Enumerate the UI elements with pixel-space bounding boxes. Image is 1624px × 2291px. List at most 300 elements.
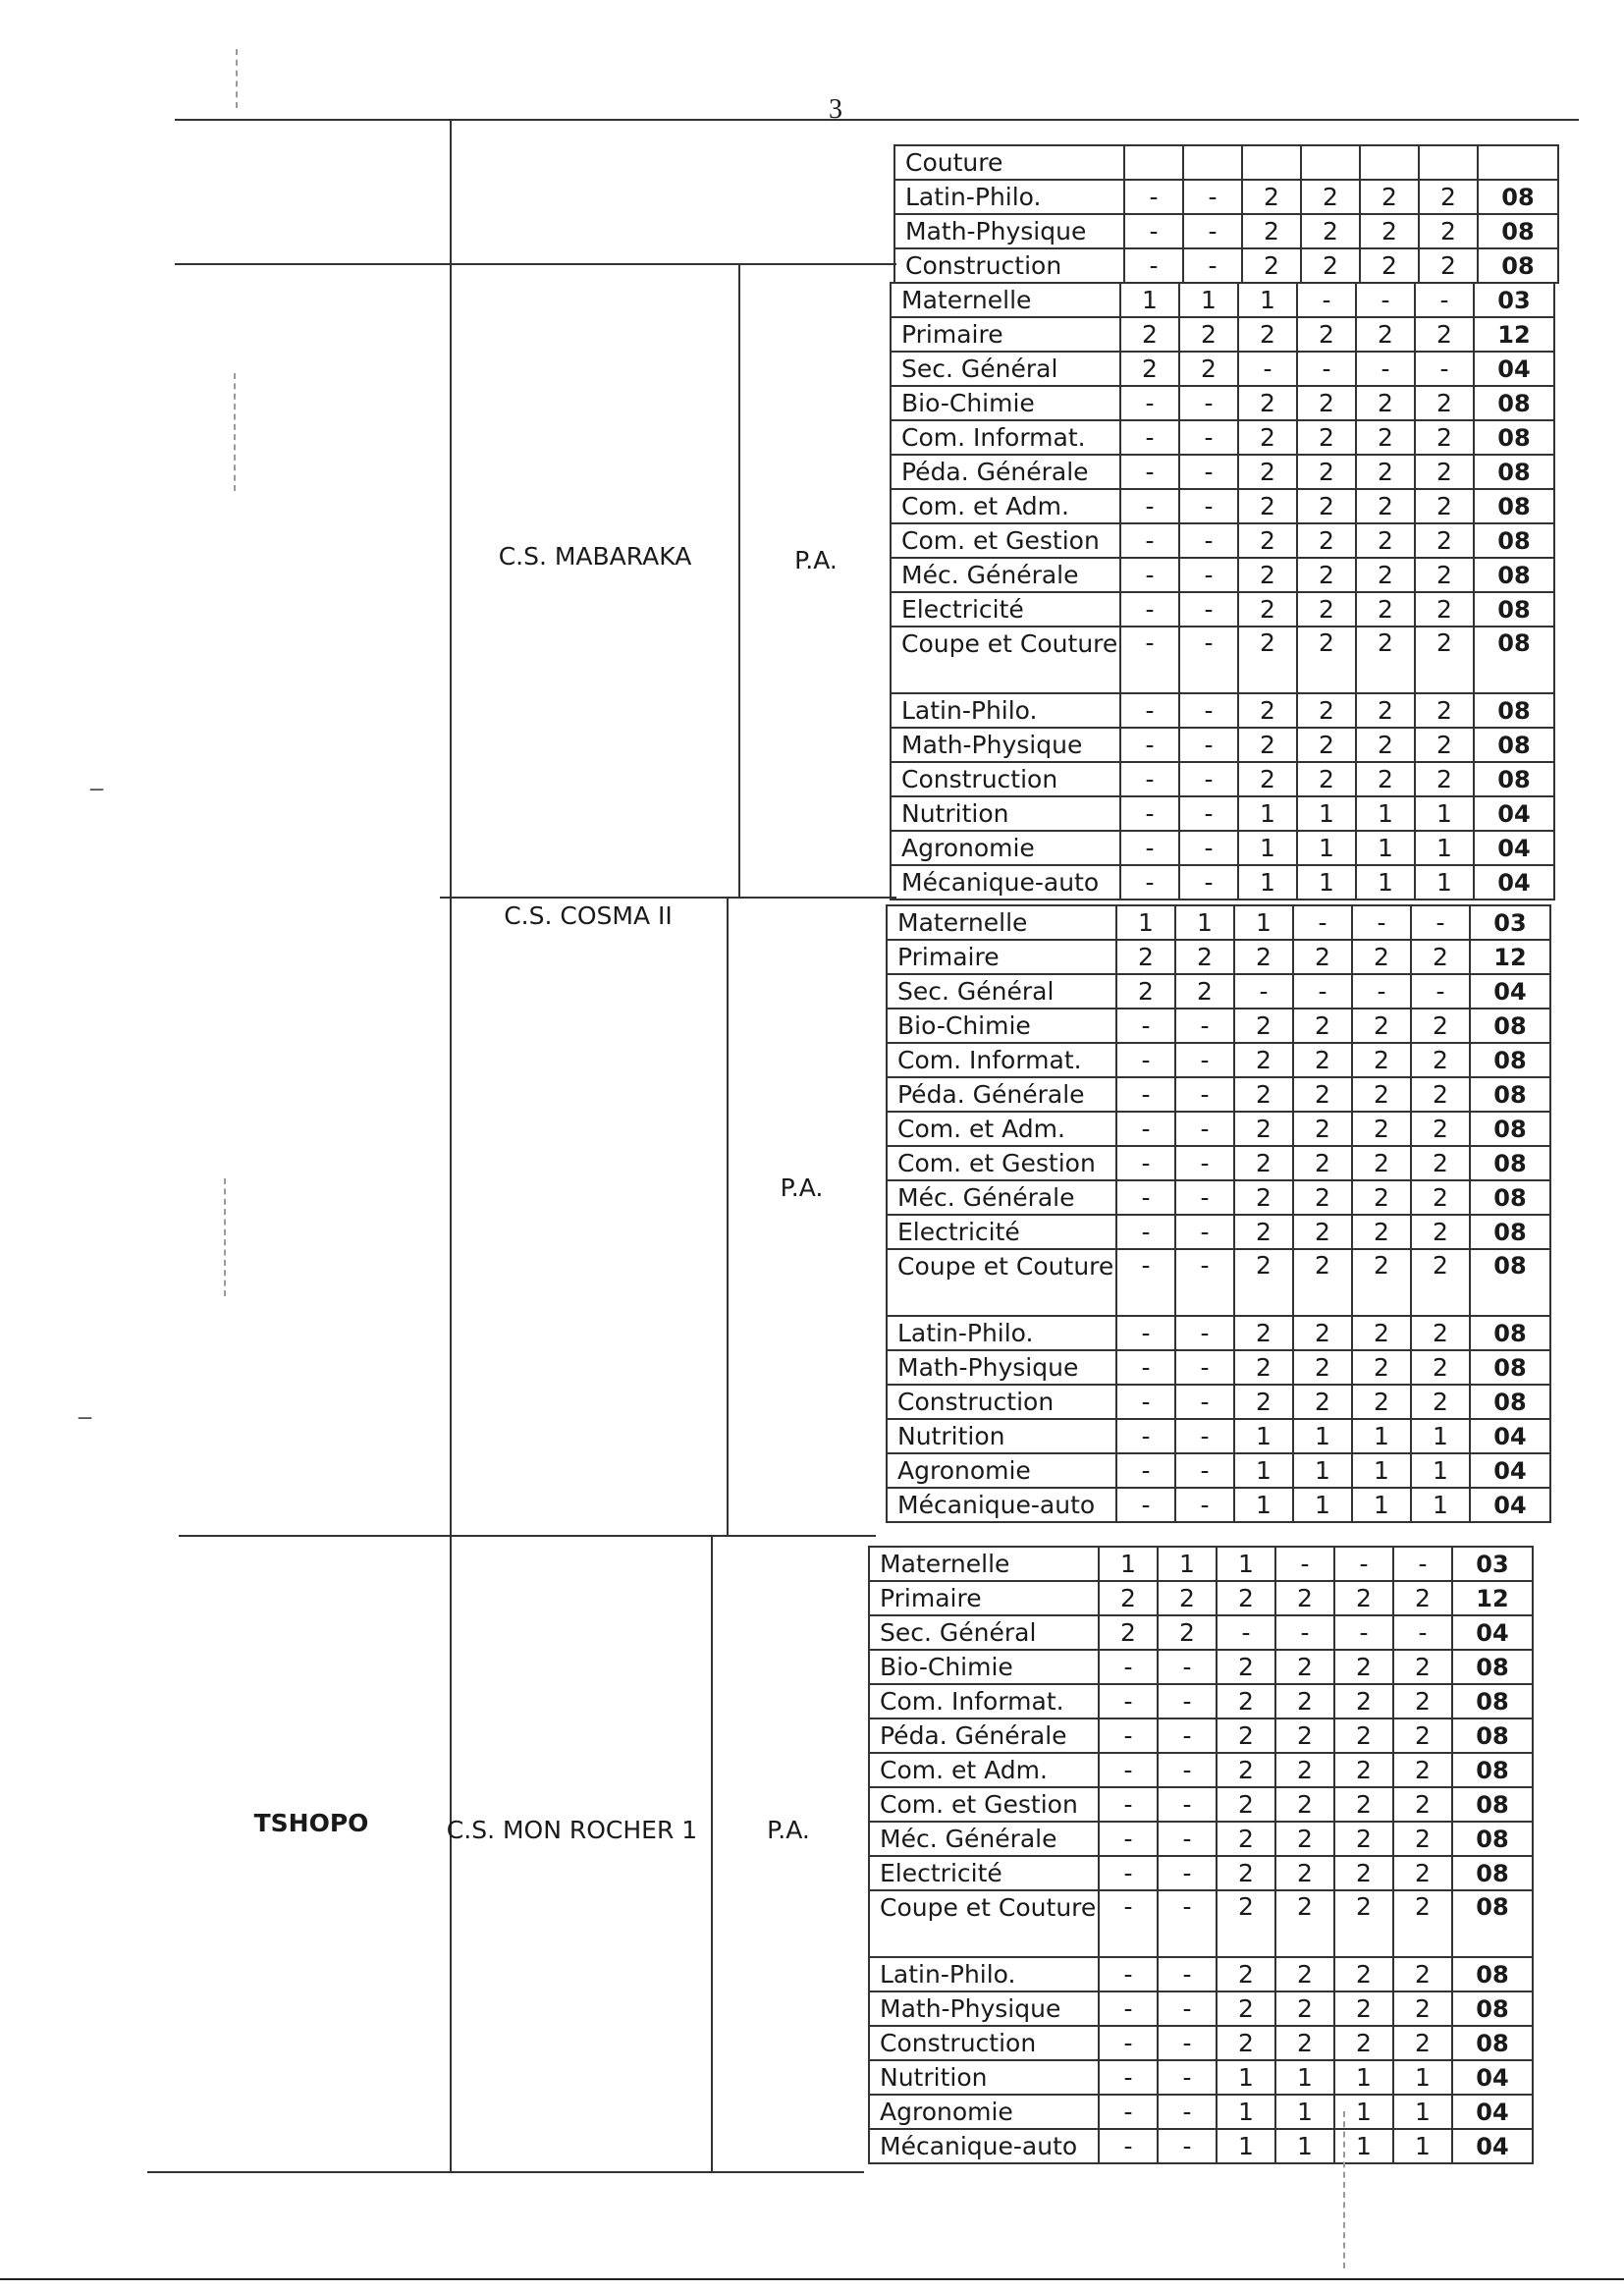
class-count-cell: - (1120, 523, 1179, 558)
class-count-cell: - (1297, 352, 1356, 386)
option-name: Nutrition (887, 1419, 1116, 1453)
class-count-cell: - (1120, 762, 1179, 796)
class-count-cell: 2 (1297, 489, 1356, 523)
class-count-cell: 2 (1120, 317, 1179, 352)
class-count-cell: 2 (1415, 523, 1474, 558)
class-count-cell: 2 (1234, 1043, 1293, 1077)
class-count-cell: 2 (1352, 940, 1411, 974)
option-name: Electricité (891, 592, 1120, 627)
total-cell: 08 (1452, 1822, 1533, 1856)
class-count-cell: 2 (1217, 1991, 1275, 2026)
class-count-cell: 2 (1356, 558, 1415, 592)
class-count-cell: - (1175, 1316, 1234, 1350)
class-count-cell: - (1175, 1249, 1234, 1316)
class-count-cell: 2 (1158, 1615, 1217, 1650)
school-name-rocher: C.S. MON ROCHER 1 (446, 1816, 698, 1844)
class-count-cell: 2 (1238, 386, 1297, 420)
class-count-cell: 1 (1217, 2060, 1275, 2095)
class-count-cell: 1 (1234, 1419, 1293, 1453)
class-count-cell: 2 (1301, 214, 1360, 248)
class-count-cell: 2 (1415, 455, 1474, 489)
class-count-cell: 2 (1275, 2026, 1334, 2060)
class-count-cell: 2 (1297, 386, 1356, 420)
class-count-cell: - (1120, 693, 1179, 728)
class-count-cell: 1 (1415, 865, 1474, 900)
option-name: Construction (891, 762, 1120, 796)
total-cell: 08 (1452, 1684, 1533, 1718)
class-count-cell: 2 (1217, 1684, 1275, 1718)
school-name-mabaraka: C.S. MABARAKA (498, 542, 692, 571)
class-count-cell: 1 (1352, 1419, 1411, 1453)
class-count-cell: - (1352, 974, 1411, 1009)
total-cell: 08 (1470, 1077, 1550, 1112)
class-count-cell: - (1293, 905, 1352, 940)
class-count-cell: 2 (1334, 1822, 1393, 1856)
class-count-cell: - (1393, 1547, 1452, 1581)
class-count-cell: - (1116, 1316, 1175, 1350)
class-count-cell: - (1099, 2026, 1158, 2060)
class-count-cell: 1 (1334, 2060, 1393, 2095)
class-count-cell: - (1275, 1615, 1334, 1650)
class-count-cell: 2 (1352, 1350, 1411, 1385)
class-count-cell: 2 (1238, 592, 1297, 627)
table-row (887, 1180, 1550, 1215)
option-name: Agronomie (887, 1453, 1116, 1488)
table-row (891, 489, 1554, 523)
class-count-cell: 1 (1234, 1453, 1293, 1488)
class-count-cell: 2 (1415, 592, 1474, 627)
class-count-cell: 1 (1334, 2095, 1393, 2129)
class-count-cell: 2 (1175, 974, 1234, 1009)
table-row (869, 2026, 1533, 2060)
class-count-cell: 1 (1356, 865, 1415, 900)
total-cell: 04 (1470, 974, 1550, 1009)
class-count-cell: 2 (1334, 1753, 1393, 1787)
class-count-cell: 2 (1301, 248, 1360, 283)
class-count-cell: - (1116, 1249, 1175, 1316)
class-count-cell: 2 (1234, 1249, 1293, 1316)
column-divider-2b (727, 897, 729, 1535)
column-divider-2c (711, 1535, 713, 2171)
class-count-cell: 2 (1411, 1180, 1470, 1215)
table-row (887, 1249, 1550, 1316)
class-count-cell: 2 (1238, 693, 1297, 728)
class-count-cell: 2 (1217, 1787, 1275, 1822)
total-cell: 08 (1452, 1718, 1533, 1753)
class-count-cell: 1 (1234, 1488, 1293, 1522)
class-count-cell: - (1356, 352, 1415, 386)
class-count-cell: 2 (1360, 214, 1419, 248)
class-count-cell: 2 (1419, 248, 1478, 283)
class-count-cell: 2 (1297, 558, 1356, 592)
total-cell: 08 (1474, 558, 1554, 592)
table-row (869, 1991, 1533, 2026)
class-count-cell: - (1099, 1856, 1158, 1890)
class-count-cell: 2 (1415, 762, 1474, 796)
option-name: Nutrition (891, 796, 1120, 831)
class-count-cell: 2 (1234, 1316, 1293, 1350)
class-count-cell: - (1116, 1419, 1175, 1453)
class-count-cell: 2 (1415, 693, 1474, 728)
class-count-cell: 2 (1393, 1581, 1452, 1615)
class-count-cell: 2 (1393, 1718, 1452, 1753)
class-count-cell: 1 (1217, 2095, 1275, 2129)
class-count-cell: 2 (1116, 974, 1175, 1009)
class-count-cell: - (1415, 283, 1474, 317)
option-name: Primaire (869, 1581, 1099, 1615)
total-cell: 08 (1452, 1787, 1533, 1822)
table-row (891, 728, 1554, 762)
class-count-cell: - (1120, 796, 1179, 831)
option-name: Coupe et Couture (869, 1890, 1099, 1957)
class-count-cell: - (1099, 1890, 1158, 1957)
total-cell: 12 (1452, 1581, 1533, 1615)
table-row (891, 796, 1554, 831)
total-cell: 08 (1470, 1249, 1550, 1316)
class-count-cell: 2 (1334, 1991, 1393, 2026)
class-count-cell: 2 (1099, 1581, 1158, 1615)
class-count-cell: 2 (1275, 1753, 1334, 1787)
class-count-cell: 2 (1175, 940, 1234, 974)
table-row (894, 248, 1558, 283)
table-row (887, 1419, 1550, 1453)
options-table-top (893, 144, 1559, 284)
total-cell: 08 (1452, 1991, 1533, 2026)
class-count-cell: 2 (1356, 728, 1415, 762)
class-count-cell: 2 (1297, 523, 1356, 558)
class-count-cell: 2 (1297, 317, 1356, 352)
option-name: Péda. Générale (887, 1077, 1116, 1112)
class-count-cell: 2 (1217, 1581, 1275, 1615)
class-count-cell: - (1179, 592, 1238, 627)
option-name: Méc. Générale (869, 1822, 1099, 1856)
table-row (894, 180, 1558, 214)
class-count-cell: 1 (1275, 2129, 1334, 2163)
class-count-cell: 1 (1393, 2129, 1452, 2163)
class-count-cell: 2 (1275, 1890, 1334, 1957)
class-count-cell: 2 (1158, 1581, 1217, 1615)
class-count-cell: 2 (1352, 1316, 1411, 1350)
class-count-cell: - (1356, 283, 1415, 317)
class-count-cell: - (1116, 1453, 1175, 1488)
option-name: Math-Physique (891, 728, 1120, 762)
total-cell: 08 (1452, 1957, 1533, 1991)
class-count-cell: 2 (1297, 627, 1356, 693)
option-name: Nutrition (869, 2060, 1099, 2095)
class-count-cell: 2 (1360, 180, 1419, 214)
class-count-cell: - (1179, 865, 1238, 900)
option-name: Math-Physique (887, 1350, 1116, 1385)
binding-mark: ‾ (90, 786, 103, 815)
class-count-cell: - (1183, 248, 1242, 283)
table-row (891, 831, 1554, 865)
total-cell: 08 (1478, 214, 1558, 248)
class-count-cell: 1 (1411, 1419, 1470, 1453)
option-name: Primaire (887, 940, 1116, 974)
class-count-cell: - (1158, 2095, 1217, 2129)
class-count-cell: 2 (1352, 1043, 1411, 1077)
class-count-cell: 2 (1352, 1180, 1411, 1215)
class-count-cell: - (1124, 248, 1183, 283)
option-name: Construction (887, 1385, 1116, 1419)
class-count-cell: 2 (1393, 1957, 1452, 1991)
total-cell: 04 (1470, 1419, 1550, 1453)
total-cell: 08 (1470, 1350, 1550, 1385)
class-count-cell: - (1411, 905, 1470, 940)
class-count-cell: - (1099, 1753, 1158, 1787)
total-cell: 08 (1474, 489, 1554, 523)
total-cell: 03 (1470, 905, 1550, 940)
total-cell (1478, 145, 1558, 180)
option-name: Sec. Général (887, 974, 1116, 1009)
option-name: Com. et Adm. (869, 1753, 1099, 1787)
option-name: Primaire (891, 317, 1120, 352)
total-cell: 04 (1452, 2095, 1533, 2129)
class-count-cell: 1 (1415, 831, 1474, 865)
class-count-cell: 1 (1238, 831, 1297, 865)
total-cell: 08 (1470, 1146, 1550, 1180)
class-count-cell: 2 (1238, 317, 1297, 352)
class-count-cell: 2 (1411, 1316, 1470, 1350)
class-count-cell: 2 (1334, 1718, 1393, 1753)
table-row (869, 1822, 1533, 1856)
class-count-cell: 2 (1352, 1077, 1411, 1112)
table-row (891, 693, 1554, 728)
option-name: Péda. Générale (891, 455, 1120, 489)
class-count-cell: 2 (1293, 1316, 1352, 1350)
class-count-cell: - (1334, 1547, 1393, 1581)
class-count-cell: 2 (1393, 1890, 1452, 1957)
class-count-cell: - (1175, 1385, 1234, 1419)
option-name: Math-Physique (869, 1991, 1099, 2026)
class-count-cell: 2 (1411, 1385, 1470, 1419)
class-count-cell: - (1179, 523, 1238, 558)
class-count-cell: - (1158, 1991, 1217, 2026)
class-count-cell: 1 (1099, 1547, 1158, 1581)
class-count-cell: - (1116, 1488, 1175, 1522)
total-cell: 08 (1478, 248, 1558, 283)
class-count-cell: 2 (1356, 762, 1415, 796)
class-count-cell: 1 (1217, 2129, 1275, 2163)
class-count-cell: - (1120, 728, 1179, 762)
class-count-cell: - (1099, 2129, 1158, 2163)
total-cell: 04 (1470, 1453, 1550, 1488)
option-name: Bio-Chimie (891, 386, 1120, 420)
class-count-cell: 1 (1411, 1488, 1470, 1522)
class-count-cell: 1 (1352, 1453, 1411, 1488)
regime-mabaraka: P.A. (794, 546, 838, 574)
class-count-cell: - (1175, 1043, 1234, 1077)
total-cell: 03 (1474, 283, 1554, 317)
class-count-cell: 2 (1238, 728, 1297, 762)
class-count-cell: 2 (1356, 386, 1415, 420)
class-count-cell: 2 (1393, 1753, 1452, 1787)
table-row (891, 762, 1554, 796)
table-row (869, 1718, 1533, 1753)
class-count-cell: 2 (1275, 1856, 1334, 1890)
total-cell: 08 (1470, 1215, 1550, 1249)
class-count-cell: 1 (1275, 2060, 1334, 2095)
class-count-cell: - (1179, 455, 1238, 489)
class-count-cell: 2 (1415, 728, 1474, 762)
class-count-cell: 2 (1275, 1991, 1334, 2026)
class-count-cell: 2 (1297, 728, 1356, 762)
table-row (869, 1890, 1533, 1957)
class-count-cell: - (1158, 1650, 1217, 1684)
option-name: Electricité (887, 1215, 1116, 1249)
option-name: Construction (869, 2026, 1099, 2060)
class-count-cell: 2 (1356, 523, 1415, 558)
option-name: Sec. Général (869, 1615, 1099, 1650)
option-name: Agronomie (869, 2095, 1099, 2129)
class-count-cell: 2 (1234, 1009, 1293, 1043)
table-row (887, 1077, 1550, 1112)
table-row (891, 420, 1554, 455)
class-count-cell: 2 (1275, 1718, 1334, 1753)
class-count-cell: - (1120, 592, 1179, 627)
option-name: Coupe et Couture (887, 1249, 1116, 1316)
table-bottom-border (147, 2171, 864, 2173)
option-name: Latin-Philo. (891, 693, 1120, 728)
class-count-cell: 2 (1234, 1180, 1293, 1215)
total-cell: 04 (1452, 2129, 1533, 2163)
punch-hole-mark (236, 49, 238, 108)
table-row (887, 1488, 1550, 1522)
column-divider-1 (450, 119, 452, 2171)
class-count-cell: 2 (1411, 1112, 1470, 1146)
class-count-cell: - (1179, 489, 1238, 523)
class-count-cell: 2 (1393, 1991, 1452, 2026)
class-count-cell: 2 (1411, 1077, 1470, 1112)
class-count-cell: 2 (1238, 455, 1297, 489)
total-cell: 08 (1474, 523, 1554, 558)
class-count-cell: - (1120, 386, 1179, 420)
class-count-cell: 2 (1411, 1146, 1470, 1180)
total-cell: 12 (1470, 940, 1550, 974)
total-cell: 08 (1474, 420, 1554, 455)
class-count-cell: 1 (1116, 905, 1175, 940)
option-name: Méc. Générale (887, 1180, 1116, 1215)
option-name: Bio-Chimie (869, 1650, 1099, 1684)
class-count-cell: 2 (1242, 214, 1301, 248)
class-count-cell: - (1183, 214, 1242, 248)
class-count-cell: 2 (1334, 1787, 1393, 1822)
regime-rocher: P.A. (767, 1816, 810, 1844)
option-name: Péda. Générale (869, 1718, 1099, 1753)
class-count-cell: - (1179, 386, 1238, 420)
class-count-cell (1360, 145, 1419, 180)
class-count-cell: 2 (1411, 1215, 1470, 1249)
class-count-cell: 2 (1411, 940, 1470, 974)
option-name: Latin-Philo. (869, 1957, 1099, 1991)
class-count-cell: 2 (1217, 1856, 1275, 1890)
class-count-cell: - (1116, 1146, 1175, 1180)
option-name: Latin-Philo. (887, 1316, 1116, 1350)
class-count-cell: 2 (1242, 248, 1301, 283)
class-count-cell: 2 (1393, 1856, 1452, 1890)
class-count-cell: 2 (1238, 627, 1297, 693)
class-count-cell: 2 (1356, 693, 1415, 728)
class-count-cell: 2 (1356, 317, 1415, 352)
row-divider-rocher (179, 1535, 876, 1537)
total-cell: 08 (1470, 1112, 1550, 1146)
option-name: Com. Informat. (869, 1684, 1099, 1718)
total-cell: 08 (1474, 455, 1554, 489)
class-count-cell: 1 (1120, 283, 1179, 317)
class-count-cell: - (1099, 1650, 1158, 1684)
class-count-cell: - (1099, 2095, 1158, 2129)
class-count-cell: 1 (1234, 905, 1293, 940)
class-count-cell: 2 (1234, 1077, 1293, 1112)
class-count-cell: - (1175, 1180, 1234, 1215)
class-count-cell: 1 (1297, 865, 1356, 900)
class-count-cell: - (1179, 796, 1238, 831)
class-count-cell: - (1175, 1009, 1234, 1043)
class-count-cell: - (1175, 1419, 1234, 1453)
class-count-cell: 1 (1179, 283, 1238, 317)
class-count-cell: 2 (1352, 1215, 1411, 1249)
class-count-cell: - (1352, 905, 1411, 940)
class-count-cell: 2 (1293, 940, 1352, 974)
class-count-cell: 2 (1415, 489, 1474, 523)
class-count-cell: 2 (1393, 2026, 1452, 2060)
total-cell: 03 (1452, 1547, 1533, 1581)
total-cell: 04 (1474, 865, 1554, 900)
option-name: Latin-Philo. (894, 180, 1124, 214)
class-count-cell: 2 (1217, 1957, 1275, 1991)
class-count-cell: - (1158, 1787, 1217, 1822)
class-count-cell: 2 (1293, 1350, 1352, 1385)
class-count-cell: - (1099, 1718, 1158, 1753)
class-count-cell: 1 (1393, 2060, 1452, 2095)
class-count-cell: 1 (1293, 1419, 1352, 1453)
class-count-cell: 2 (1297, 420, 1356, 455)
options-table-rocher (868, 1546, 1534, 2164)
table-row (887, 1043, 1550, 1077)
class-count-cell: 2 (1360, 248, 1419, 283)
options-table-cosma (886, 904, 1551, 1523)
class-count-cell: 2 (1356, 627, 1415, 693)
class-count-cell: 2 (1415, 627, 1474, 693)
class-count-cell: - (1116, 1077, 1175, 1112)
class-count-cell: - (1116, 1180, 1175, 1215)
class-count-cell: - (1116, 1350, 1175, 1385)
class-count-cell: 2 (1293, 1215, 1352, 1249)
class-count-cell: 2 (1217, 1650, 1275, 1684)
class-count-cell: 1 (1356, 831, 1415, 865)
regime-cosma: P.A. (780, 1173, 824, 1202)
class-count-cell: 2 (1116, 940, 1175, 974)
total-cell: 08 (1452, 1890, 1533, 1957)
row-divider-cosma (440, 897, 896, 899)
class-count-cell: 2 (1179, 317, 1238, 352)
class-count-cell: 2 (1120, 352, 1179, 386)
class-count-cell: 2 (1234, 1112, 1293, 1146)
total-cell: 12 (1474, 317, 1554, 352)
class-count-cell: 2 (1238, 523, 1297, 558)
option-name: Com. Informat. (891, 420, 1120, 455)
class-count-cell: - (1411, 974, 1470, 1009)
class-count-cell: 2 (1275, 1581, 1334, 1615)
total-cell: 08 (1474, 592, 1554, 627)
class-count-cell: - (1120, 627, 1179, 693)
class-count-cell: 2 (1393, 1787, 1452, 1822)
class-count-cell: 2 (1301, 180, 1360, 214)
class-count-cell: 2 (1238, 489, 1297, 523)
option-name: Com. et Adm. (891, 489, 1120, 523)
total-cell: 08 (1474, 762, 1554, 796)
total-cell: 08 (1452, 1856, 1533, 1890)
